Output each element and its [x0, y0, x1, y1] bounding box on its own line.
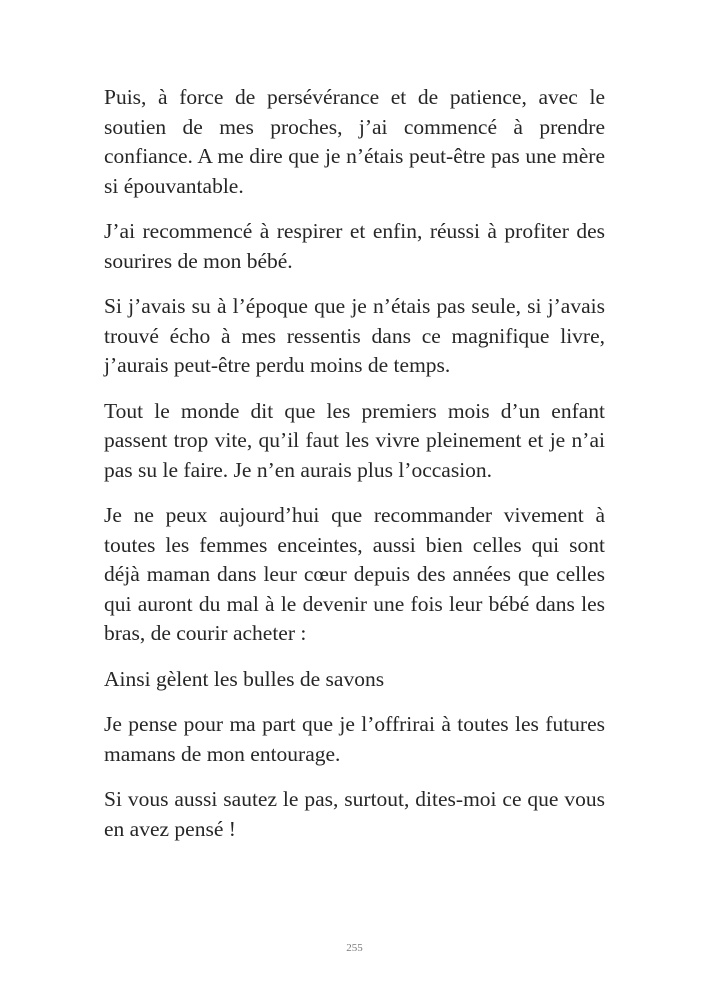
- paragraph-7: Je pense pour ma part que je l’offrirai à toutes les futures mamans de mon entourage.: [104, 712, 605, 766]
- paragraph-8: Si vous aussi sautez le pas, surtout, dites-moi ce que vous en avez pensé !: [104, 787, 605, 841]
- paragraph-5: Je ne peux aujourd’hui que recommander vivement à toutes les femmes enceintes, aussi bien celles qui sont déjà maman dans leur cœur depuis des années que celles qui auront du mal à le devenir une fois leur bébé dans les bras, de courir acheter :: [104, 503, 605, 645]
- book-title-line: Ainsi gèlent les bulles de savons: [104, 666, 385, 691]
- page-number: 255: [346, 942, 363, 954]
- paragraph-2: J’ai recommencé à respirer et enfin, réussi à profiter des sourires de mon bébé.: [104, 219, 605, 273]
- paragraph-1: Puis, à force de persévérance et de patience, avec le soutien de mes proches, j’ai commencé à prendre confiance. A me dire que je n’étais peut-être pas une mère si épouvantable.: [104, 85, 605, 198]
- paragraph-3: Si j’avais su à l’époque que je n’étais pas seule, si j’avais trouvé écho à mes ressentis dans ce magnifique livre, j’aurais peut-être perdu moins de temps.: [104, 294, 605, 377]
- body-text: [104, 83, 605, 860]
- paragraph-4: Tout le monde dit que les premiers mois d’un enfant passent trop vite, qu’il faut les vivre pleinement et je n’ai pas su le faire. Je n’en aurais plus l’occasion.: [104, 398, 605, 482]
